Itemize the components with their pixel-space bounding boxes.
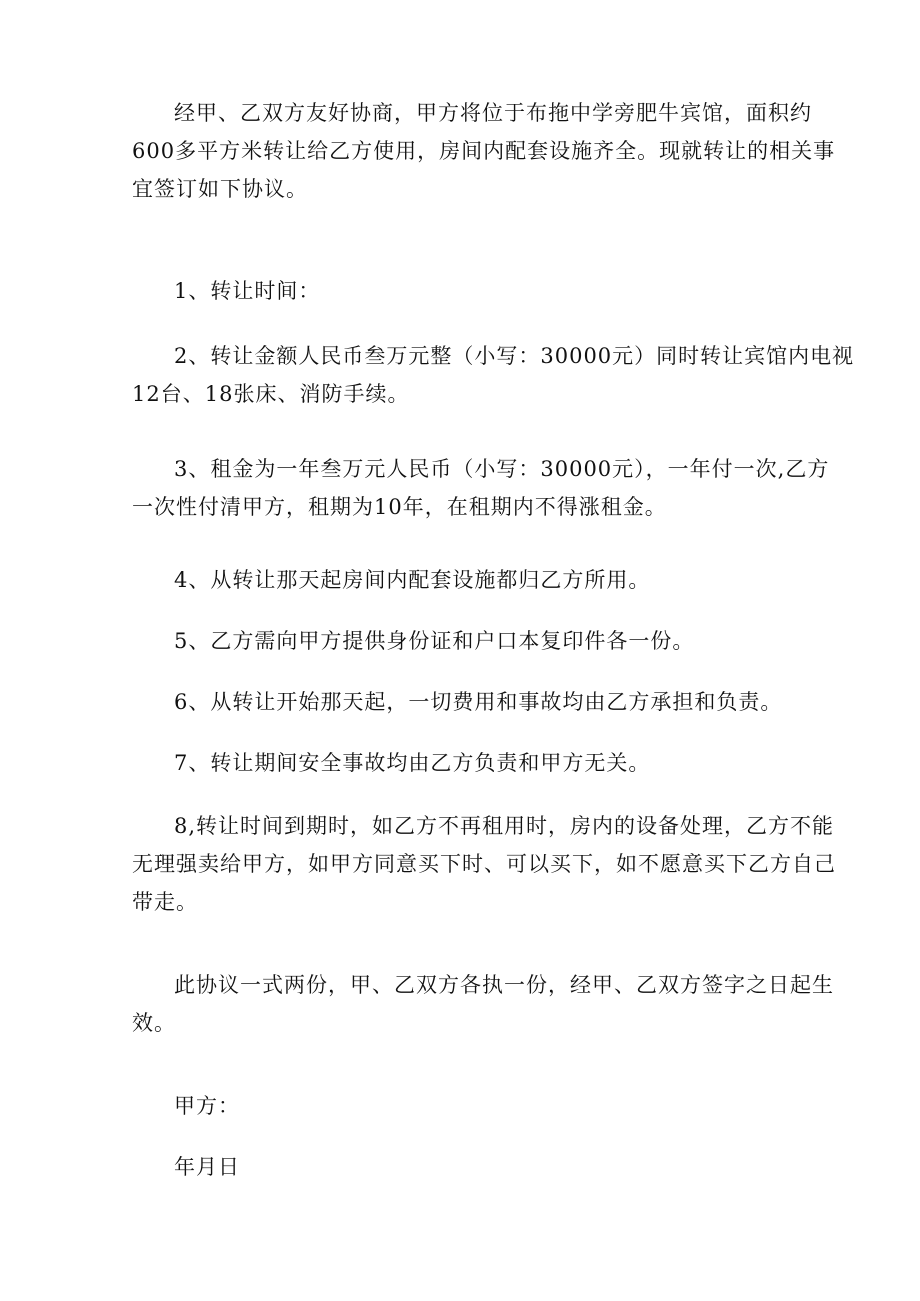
clause-8-line-1: 8,转让时间到期时，如乙方不再租用时，房内的设备处理，乙方不能 [174,814,835,838]
clause-3-line-2: 一次性付清甲方，租期为10年，在租期内不得涨租金。 [132,495,667,519]
closing-paragraph [132,966,834,1042]
clause-2 [132,337,855,413]
clause-1: 1、转让时间： [174,279,321,303]
clause-6: 6、从转让开始那天起，一切费用和事故均由乙方承担和负责。 [174,690,783,714]
signature-date-label: 年月日 [174,1155,240,1179]
closing-line-1: 此协议一式两份，甲、乙双方各执一份，经甲、乙双方签字之日起生 [174,973,834,997]
intro-line-3: 宜签订如下协议。 [132,177,308,201]
clause-8 [132,807,836,921]
intro-line-2: 600多平方米转让给乙方使用，房间内配套设施齐全。现就转让的相关事 [132,139,836,163]
clause-7: 7、转让期间安全事故均由乙方负责和甲方无关。 [174,751,651,775]
clause-5: 5、乙方需向甲方提供身份证和户口本复印件各一份。 [174,629,695,653]
clause-4: 4、从转让那天起房间内配套设施都归乙方所用。 [174,568,651,592]
clause-3-line-1: 3、租金为一年叁万元人民币（小写：30000元），一年付一次,乙方 [174,457,830,481]
clause-8-line-2: 无理强卖给甲方，如甲方同意买下时、可以买下，如不愿意买下乙方自己 [132,852,836,876]
clause-3 [132,450,830,526]
party-a-signature-label: 甲方： [174,1094,240,1118]
closing-line-2: 效。 [132,1011,176,1035]
intro-line-1: 经甲、乙双方友好协商，甲方将位于布拖中学旁肥牛宾馆，面积约 [174,101,812,125]
intro-paragraph [132,94,836,208]
clause-2-line-2: 12台、18张床、消防手续。 [132,382,410,406]
clause-2-line-1: 2、转让金额人民币叁万元整（小写：30000元）同时转让宾馆内电视 [174,344,855,368]
clause-8-line-3: 带走。 [132,890,198,914]
